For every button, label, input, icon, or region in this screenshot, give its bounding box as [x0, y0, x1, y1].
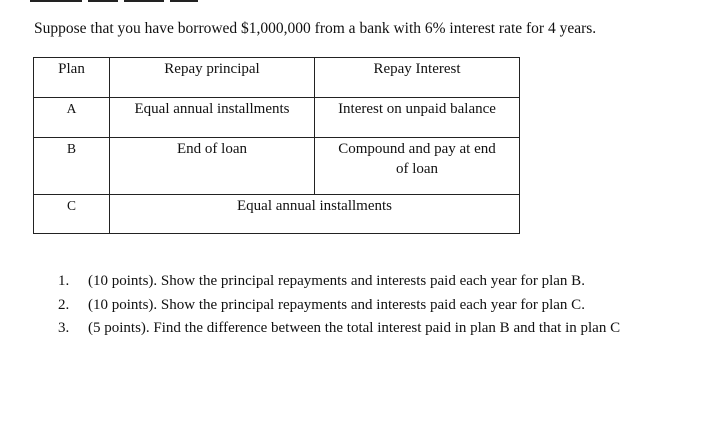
plan-c-label: C [34, 195, 110, 234]
table-row [34, 138, 520, 195]
table-header-row [34, 58, 520, 98]
question-number: 3. [58, 320, 70, 336]
question-number: 1. [58, 273, 70, 289]
plan-b-interest-line-1: Compound and pay at end [338, 141, 496, 157]
question-list [58, 270, 620, 341]
question-number: 2. [58, 296, 70, 313]
problem-statement: Suppose that you have borrowed $1,000,000 from a bank with 6% interest rate for 4 years. [34, 20, 597, 37]
table-row [34, 98, 520, 138]
repayment-plans-table [33, 57, 520, 234]
plan-a-interest: Interest on unpaid balance [315, 98, 520, 138]
plan-b-principal: End of loan [110, 138, 315, 195]
list-item [58, 317, 620, 341]
table-row [34, 195, 520, 234]
plan-a-label: A [34, 98, 110, 138]
plan-b-interest [315, 138, 520, 195]
question-text: (10 points). Show the principal repayments and interests paid each year for plan B. [88, 273, 585, 289]
plan-c-merged: Equal annual installments [110, 195, 520, 234]
plan-b-label: B [34, 138, 110, 195]
question-text: (5 points). Find the difference between the total interest paid in plan B and that in plan C [88, 320, 621, 336]
list-item [58, 294, 620, 318]
plan-b-interest-line-2: of loan [395, 161, 439, 177]
header-repay-principal: Repay principal [110, 58, 315, 98]
cropped-previous-line [30, 0, 230, 4]
header-repay-interest: Repay Interest [315, 58, 520, 98]
list-item [58, 270, 620, 294]
plan-a-principal: Equal annual installments [110, 98, 315, 138]
header-plan: Plan [34, 58, 110, 98]
question-text: (10 points). Show the principal repayments and interests paid each year for plan C. [88, 296, 585, 313]
